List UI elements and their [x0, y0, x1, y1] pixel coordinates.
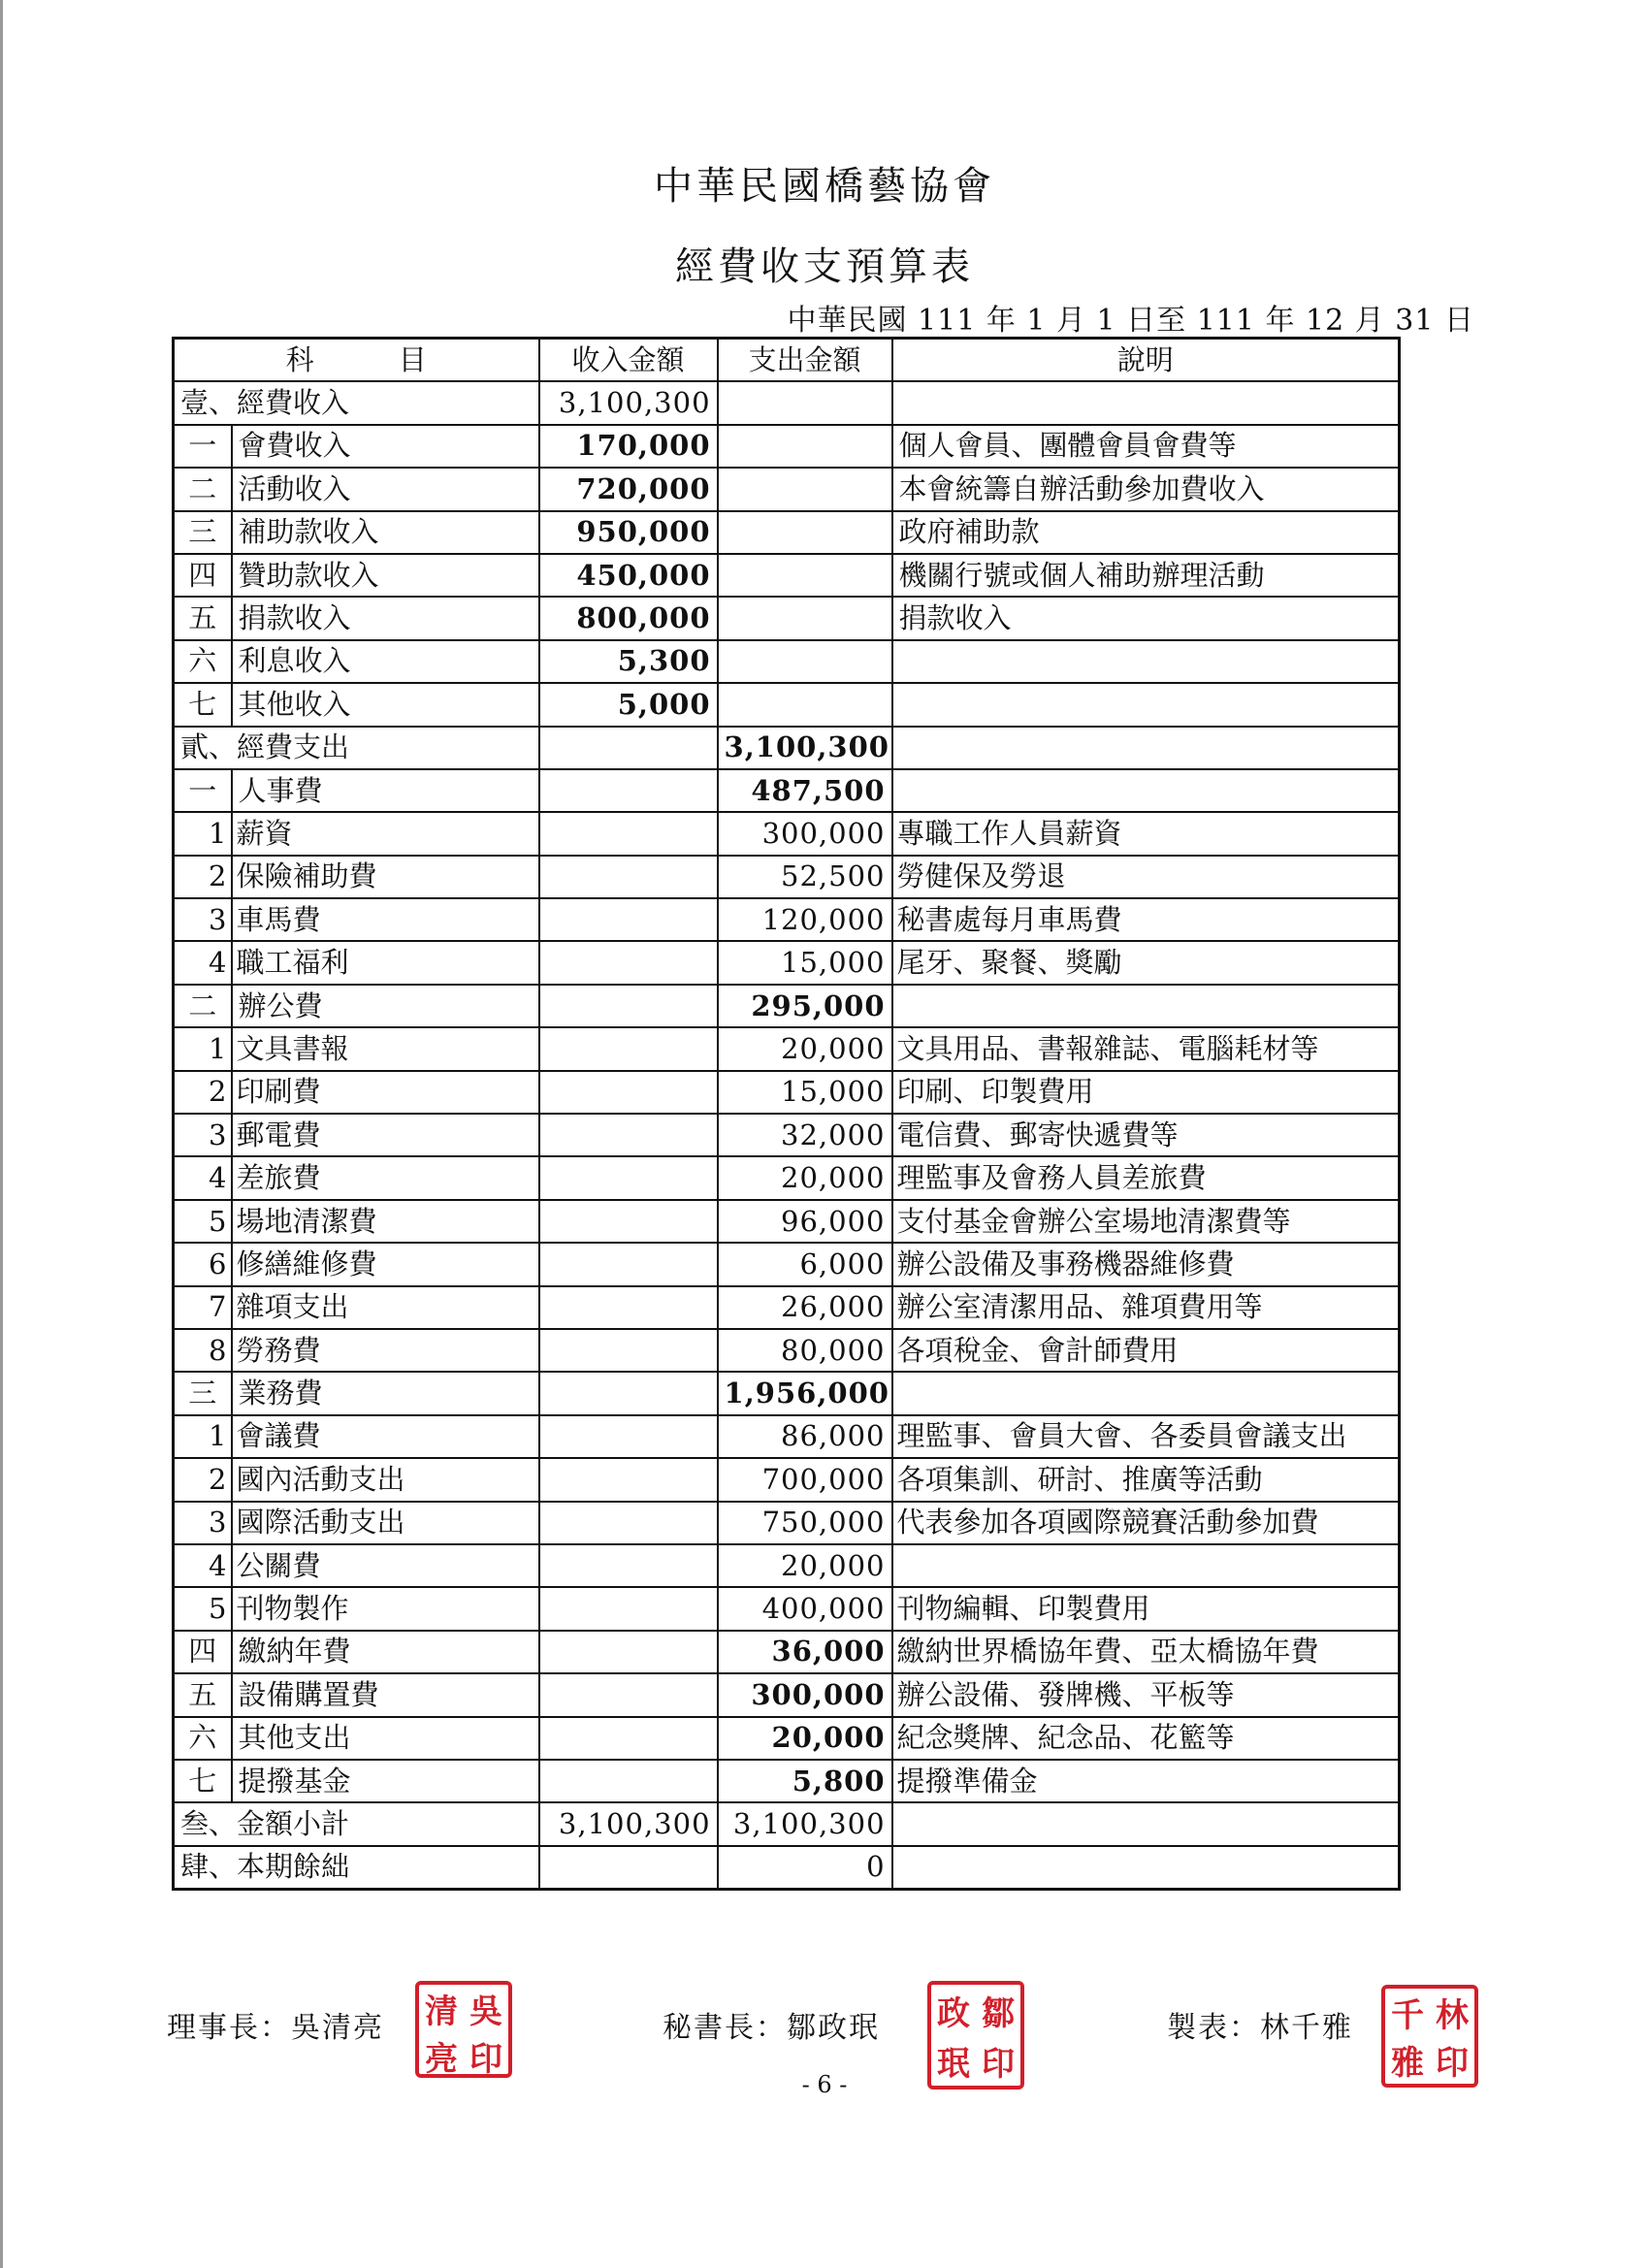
table-row	[174, 941, 1400, 984]
item-note: 支付基金會辦公室場地清潔費等	[892, 1200, 1400, 1243]
expense-amount: 15,000	[718, 941, 892, 984]
document-title: 經費收支預算表	[675, 244, 974, 289]
expense-amount: 3,100,300	[718, 727, 892, 769]
item-note: 電信費、郵寄快遞費等	[892, 1114, 1400, 1156]
expense-amount: 32,000	[718, 1114, 892, 1156]
expense-amount: 96,000	[718, 1200, 892, 1243]
table-row	[174, 812, 1400, 855]
item-number: 3	[174, 1502, 232, 1544]
item-number: 二	[174, 468, 232, 510]
item-name: 會議費	[232, 1415, 539, 1458]
preparer-signature: 製表：林千雅	[1167, 2011, 1353, 2045]
item-name: 保險補助費	[232, 856, 539, 898]
expense-amount: 80,000	[718, 1329, 892, 1372]
item-note: 各項稅金、會計師費用	[892, 1329, 1400, 1372]
item-name: 活動收入	[232, 468, 539, 510]
table-row	[174, 425, 1400, 468]
organization-title: 中華民國橋藝協會	[654, 164, 995, 209]
income-amount: 720,000	[539, 468, 718, 510]
table-row	[174, 1329, 1400, 1372]
item-note: 尾牙、聚餐、獎勵	[892, 941, 1400, 984]
expense-group-row	[174, 769, 1400, 812]
table-row	[174, 1243, 1400, 1285]
item-note: 繳納世界橋協年費、亞太橋協年費	[892, 1631, 1400, 1673]
item-note	[892, 640, 1400, 683]
section-label: 叁、金額小計	[174, 1802, 539, 1845]
item-number: 五	[174, 597, 232, 639]
item-name: 刊物製作	[232, 1587, 539, 1630]
budget-table	[172, 337, 1401, 1891]
item-note: 提撥準備金	[892, 1760, 1400, 1802]
item-number: 5	[174, 1200, 232, 1243]
expense-amount: 86,000	[718, 1415, 892, 1458]
item-name: 公關費	[232, 1544, 539, 1587]
item-number: 一	[174, 425, 232, 468]
item-note: 辦公室清潔用品、雜項費用等	[892, 1286, 1400, 1329]
table-row	[174, 511, 1400, 554]
expense-group-row	[174, 1760, 1400, 1802]
item-name: 其他收入	[232, 683, 539, 726]
group-name: 繳納年費	[232, 1631, 539, 1673]
item-number: 6	[174, 1243, 232, 1285]
item-note: 捐款收入	[892, 597, 1400, 639]
item-name: 捐款收入	[232, 597, 539, 639]
expense-amount: 300,000	[718, 1673, 892, 1716]
item-number: 2	[174, 856, 232, 898]
item-note: 理監事及會務人員差旅費	[892, 1156, 1400, 1199]
item-note: 刊物編輯、印製費用	[892, 1587, 1400, 1630]
table-row	[174, 1114, 1400, 1156]
group-name: 設備購置費	[232, 1673, 539, 1716]
item-name: 文具書報	[232, 1027, 539, 1070]
section-expense-row	[174, 727, 1400, 769]
item-note: 辦公設備、發牌機、平板等	[892, 1673, 1400, 1716]
secretary-signature: 秘書長：鄒政珉	[663, 2011, 880, 2045]
item-number: 1	[174, 1027, 232, 1070]
item-number: 7	[174, 1286, 232, 1329]
item-note: 理監事、會員大會、各委員會議支出	[892, 1415, 1400, 1458]
item-name: 場地清潔費	[232, 1200, 539, 1243]
col-header-note: 說明	[892, 339, 1400, 382]
item-number: 4	[174, 941, 232, 984]
group-number: 一	[174, 769, 232, 812]
expense-amount: 20,000	[718, 1717, 892, 1760]
item-number: 3	[174, 1114, 232, 1156]
expense-group-row	[174, 1631, 1400, 1673]
table-row	[174, 1502, 1400, 1544]
expense-amount: 6,000	[718, 1243, 892, 1285]
item-note: 辦公設備及事務機器維修費	[892, 1243, 1400, 1285]
item-note: 機關行號或個人補助辦理活動	[892, 554, 1400, 597]
income-amount: 5,300	[539, 640, 718, 683]
chairman-signature: 理事長：吳清亮	[167, 2011, 384, 2045]
table-row	[174, 683, 1400, 726]
table-header-row	[174, 339, 1400, 382]
item-number: 1	[174, 1415, 232, 1458]
item-number: 2	[174, 1071, 232, 1114]
item-note: 紀念獎牌、紀念品、花籃等	[892, 1717, 1400, 1760]
scan-edge	[0, 0, 3, 2268]
expense-amount: 750,000	[718, 1502, 892, 1544]
expense-amount: 120,000	[718, 898, 892, 941]
item-name: 補助款收入	[232, 511, 539, 554]
item-number: 3	[174, 898, 232, 941]
table-row	[174, 1458, 1400, 1501]
col-header-subject: 科 目	[174, 339, 539, 382]
item-note: 勞健保及勞退	[892, 856, 1400, 898]
item-number: 8	[174, 1329, 232, 1372]
income-amount: 5,000	[539, 683, 718, 726]
expense-amount: 3,100,300	[718, 1802, 892, 1845]
expense-group-row	[174, 985, 1400, 1027]
group-name: 辦公費	[232, 985, 539, 1027]
item-number: 四	[174, 554, 232, 597]
item-note: 代表參加各項國際競賽活動參加費	[892, 1502, 1400, 1544]
item-name: 職工福利	[232, 941, 539, 984]
item-note	[892, 1544, 1400, 1587]
item-note: 秘書處每月車馬費	[892, 898, 1400, 941]
item-number: 三	[174, 511, 232, 554]
item-number: 4	[174, 1156, 232, 1199]
subtotal-row	[174, 1802, 1400, 1845]
group-name: 其他支出	[232, 1717, 539, 1760]
table-row	[174, 1286, 1400, 1329]
income-amount: 450,000	[539, 554, 718, 597]
group-number: 五	[174, 1673, 232, 1716]
expense-amount: 20,000	[718, 1027, 892, 1070]
table-row	[174, 468, 1400, 510]
group-number: 七	[174, 1760, 232, 1802]
table-row	[174, 1544, 1400, 1587]
table-row	[174, 898, 1400, 941]
section-label: 肆、本期餘絀	[174, 1846, 539, 1890]
item-name: 利息收入	[232, 640, 539, 683]
group-number: 三	[174, 1372, 232, 1414]
income-amount: 3,100,300	[539, 381, 718, 424]
item-name: 郵電費	[232, 1114, 539, 1156]
table-row	[174, 856, 1400, 898]
income-amount: 800,000	[539, 597, 718, 639]
table-row	[174, 1587, 1400, 1630]
item-name: 差旅費	[232, 1156, 539, 1199]
item-note: 個人會員、團體會員會費等	[892, 425, 1400, 468]
table-row	[174, 1156, 1400, 1199]
item-name: 贊助款收入	[232, 554, 539, 597]
expense-amount: 0	[718, 1846, 892, 1890]
expense-amount: 5,800	[718, 1760, 892, 1802]
table-row	[174, 1071, 1400, 1114]
expense-group-row	[174, 1673, 1400, 1716]
expense-amount: 15,000	[718, 1071, 892, 1114]
item-name: 國內活動支出	[232, 1458, 539, 1501]
expense-amount: 300,000	[718, 812, 892, 855]
preparer-seal: 千 林 雅 印	[1381, 1985, 1478, 2088]
item-number: 2	[174, 1458, 232, 1501]
group-name: 人事費	[232, 769, 539, 812]
expense-amount: 52,500	[718, 856, 892, 898]
expense-amount: 400,000	[718, 1587, 892, 1630]
section-label: 貳、經費支出	[174, 727, 539, 769]
group-number: 二	[174, 985, 232, 1027]
item-note: 文具用品、書報雜誌、電腦耗材等	[892, 1027, 1400, 1070]
item-name: 國際活動支出	[232, 1502, 539, 1544]
group-name: 提撥基金	[232, 1760, 539, 1802]
table-row	[174, 554, 1400, 597]
expense-group-row	[174, 1717, 1400, 1760]
balance-row	[174, 1846, 1400, 1890]
page-number: - 6 -	[801, 2071, 848, 2098]
item-note: 政府補助款	[892, 511, 1400, 554]
item-number: 4	[174, 1544, 232, 1587]
income-amount: 3,100,300	[539, 1802, 718, 1845]
item-name: 勞務費	[232, 1329, 539, 1372]
item-name: 會費收入	[232, 425, 539, 468]
expense-group-row	[174, 1372, 1400, 1414]
chairman-seal: 清 吳 亮 印	[415, 1981, 512, 2078]
item-name: 修繕維修費	[232, 1243, 539, 1285]
table-row	[174, 1415, 1400, 1458]
item-number: 七	[174, 683, 232, 726]
table-row	[174, 597, 1400, 639]
item-name: 車馬費	[232, 898, 539, 941]
income-amount: 950,000	[539, 511, 718, 554]
expense-amount: 295,000	[718, 985, 892, 1027]
col-header-expense: 支出金額	[718, 339, 892, 382]
expense-amount: 700,000	[718, 1458, 892, 1501]
item-note	[892, 683, 1400, 726]
budget-period: 中華民國 111 年 1 月 1 日至 111 年 12 月 31 日	[787, 304, 1474, 338]
expense-amount: 487,500	[718, 769, 892, 812]
item-name: 印刷費	[232, 1071, 539, 1114]
item-number: 1	[174, 812, 232, 855]
item-note: 專職工作人員薪資	[892, 812, 1400, 855]
expense-amount: 20,000	[718, 1544, 892, 1587]
income-amount: 170,000	[539, 425, 718, 468]
table-row	[174, 640, 1400, 683]
table-row	[174, 1027, 1400, 1070]
secretary-seal: 政 鄒 珉 印	[927, 1981, 1024, 2090]
item-name: 薪資	[232, 812, 539, 855]
table-row	[174, 1200, 1400, 1243]
item-number: 六	[174, 640, 232, 683]
item-note: 印刷、印製費用	[892, 1071, 1400, 1114]
expense-amount: 1,956,000	[718, 1372, 892, 1414]
item-note: 本會統籌自辦活動參加費收入	[892, 468, 1400, 510]
col-header-income: 收入金額	[539, 339, 718, 382]
item-note: 各項集訓、研討、推廣等活動	[892, 1458, 1400, 1501]
group-number: 六	[174, 1717, 232, 1760]
item-name: 雜項支出	[232, 1286, 539, 1329]
group-number: 四	[174, 1631, 232, 1673]
section-label: 壹、經費收入	[174, 381, 539, 424]
item-number: 5	[174, 1587, 232, 1630]
group-name: 業務費	[232, 1372, 539, 1414]
expense-amount: 20,000	[718, 1156, 892, 1199]
section-income-row	[174, 381, 1400, 424]
expense-amount: 26,000	[718, 1286, 892, 1329]
expense-amount: 36,000	[718, 1631, 892, 1673]
